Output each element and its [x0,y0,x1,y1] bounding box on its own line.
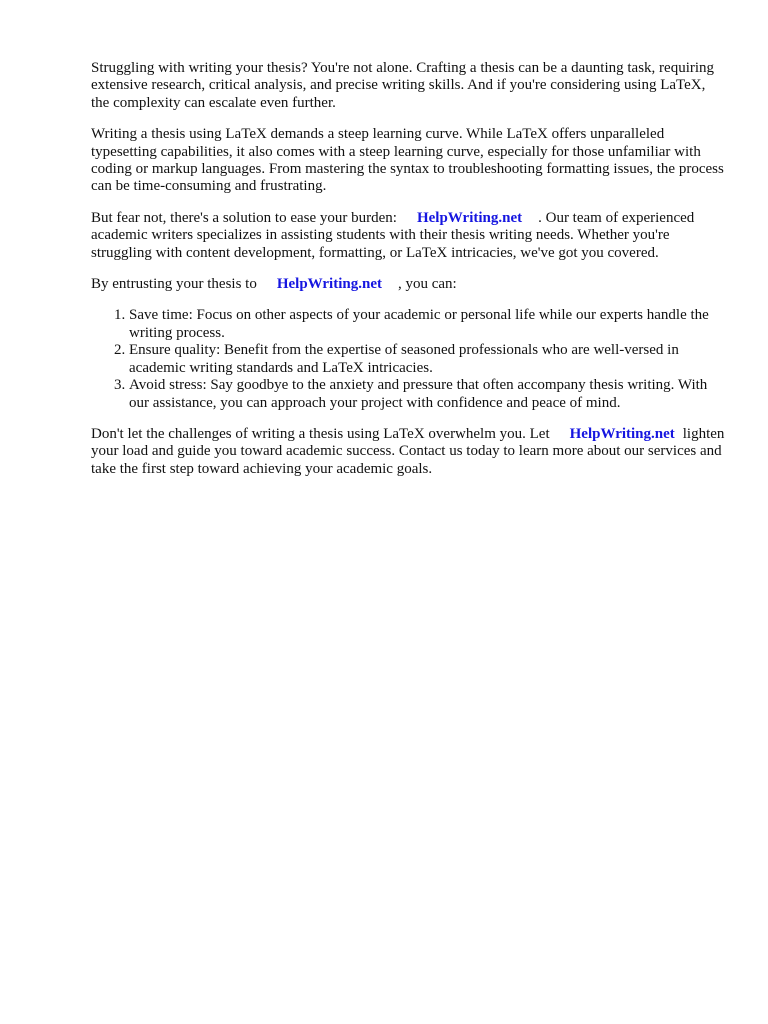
learning-curve-paragraph: Writing a thesis using LaTeX demands a steep learning curve. While LaTeX offers unparalleled typesetting capabilities, it also comes with a steep learning curve, especially for those unfamiliar with coding or markup languages. From mastering the syntax to troubleshooting formatting issues, the process can be time-consuming and frustrating. [91,126,724,195]
solution-text-after: . Our team of experienced academic writers specializes in assisting students with their thesis writing needs. Whether you're struggling with content development, formatting, or LaTeX intricacies, we've got you covered. [91,209,695,261]
entrusting-text-before: By entrusting your thesis to [91,276,257,293]
list-item: 1. Save time: Focus on other aspects of your academic or personal life while our experts handle the writing process. [129,307,727,342]
helpwriting-link-1[interactable]: HelpWriting.net [416,209,523,226]
list-item: 2. Ensure quality: Benefit from the expertise of seasoned professionals who are well-versed in academic writing standards and LaTeX intricacies. [129,342,727,377]
entrusting-paragraph [91,276,727,293]
helpwriting-link-3[interactable]: HelpWriting.net [569,425,675,442]
entrusting-text-after: , you can: [397,276,457,293]
list-item: 3. Avoid stress: Say goodbye to the anxiety and pressure that often accompany thesis writing. With our assistance, you can approach your project with confidence and peace of mind. [129,377,727,412]
closing-text-after: lighten your load and guide you toward academic success. Contact us today to learn more about our services and take the first step toward achieving your academic goals. [91,425,725,477]
closing-paragraph [91,426,727,478]
document-body [91,60,727,492]
solution-paragraph [91,210,727,262]
closing-text-before: Don't let the challenges of writing a thesis using LaTeX overwhelm you. Let [91,425,550,442]
solution-text-before: But fear not, there's a solution to ease your burden: [91,209,397,226]
intro-paragraph: Struggling with writing your thesis? You're not alone. Crafting a thesis can be a daunting task, requiring extensive research, critical analysis, and precise writing skills. And if you're considering using LaTeX, the complexity can escalate even further. [91,60,715,111]
helpwriting-link-2[interactable]: HelpWriting.net [276,276,382,293]
benefits-list [91,307,727,411]
